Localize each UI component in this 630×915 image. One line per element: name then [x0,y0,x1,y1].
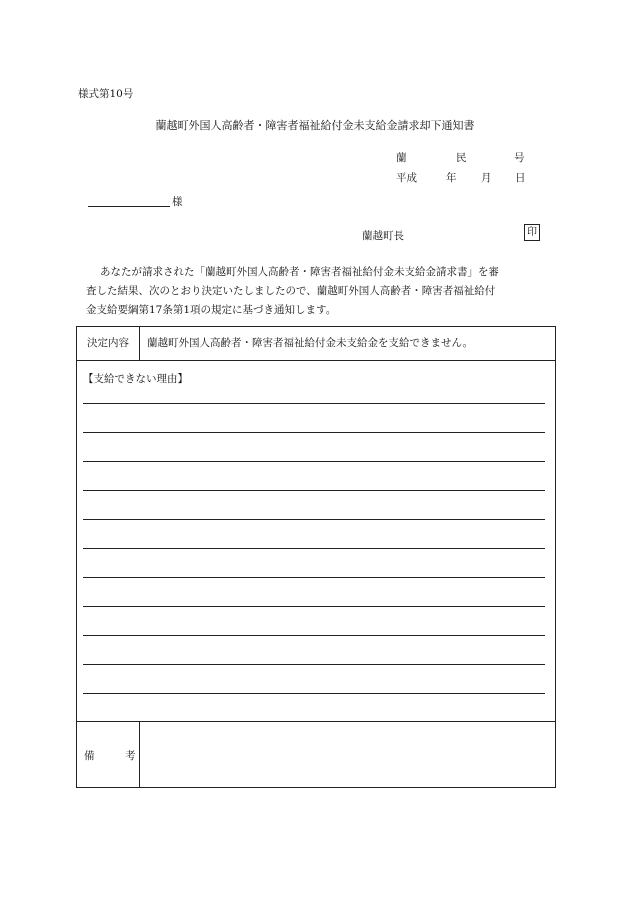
decision-content: 蘭越町外国人高齢者・障害者福祉給付金未支給金を支給できません。 [147,337,474,349]
body-line-2: 査した結果、次のとおり決定いたしましたので、蘭越町外国人高齢者・障害者福祉給付 [86,285,496,297]
remarks-row [77,721,555,787]
date-year: 年 [446,172,457,184]
date-era: 平成 [396,172,417,184]
number-prefix-ran: 蘭 [396,152,407,164]
reason-line [83,490,545,491]
reason-line [83,606,545,607]
body-line-1: あなたが請求された「蘭越町外国人高齢者・障害者福祉給付金未支給金請求書」を審 [100,266,499,278]
body-paragraph [86,263,566,320]
document-title: 蘭越町外国人高齢者・障害者福祉給付金未支給金請求却下通知書 [155,119,475,132]
reason-line [83,635,545,636]
reason-line [83,664,545,665]
addressee-line [88,206,170,207]
remarks-label [77,722,140,788]
reason-line [83,577,545,578]
addressee-suffix: 様 [172,196,183,208]
reason-line [83,461,545,462]
remarks-field [141,722,555,787]
decision-row [77,327,555,361]
sender-name: 蘭越町長 [362,230,404,242]
number-suffix-go: 号 [514,152,525,164]
date-month: 月 [481,172,492,184]
remarks-label-ko: 考 [125,750,136,762]
decision-label: 決定内容 [77,327,140,360]
reason-line [83,403,545,404]
decision-table [76,326,556,788]
form-number: 様式第10号 [78,88,134,100]
reason-line [83,548,545,549]
seal-mark: 印 [524,224,540,241]
reason-line [83,693,545,694]
reason-line [83,432,545,433]
body-line-3: 金支給要綱第17条第1項の規定に基づき通知します。 [86,304,337,316]
reason-heading: 【支給できない理由】 [83,373,188,385]
date-day: 日 [515,172,526,184]
remarks-label-bi: 備 [84,750,95,762]
reason-line [83,519,545,520]
number-prefix-min: 民 [456,152,467,164]
